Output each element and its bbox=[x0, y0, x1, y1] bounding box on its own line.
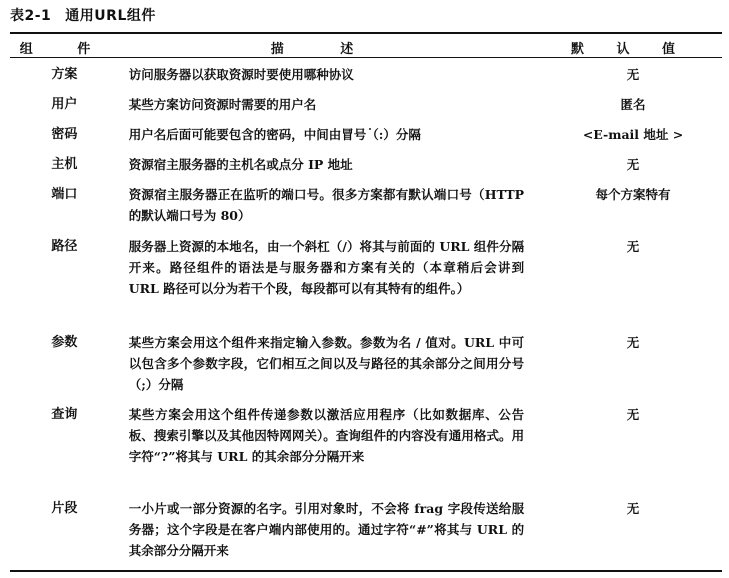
table-row bbox=[10, 404, 722, 467]
table-number: 表2-1 bbox=[10, 8, 52, 24]
component-default: 无 bbox=[626, 239, 640, 254]
header-description: 描 述 bbox=[270, 42, 380, 57]
header-component: 组 件 bbox=[19, 42, 111, 57]
component-name: 片段 bbox=[51, 501, 78, 516]
component-default: 无 bbox=[626, 157, 640, 172]
component-default: 无 bbox=[626, 335, 640, 350]
table-row bbox=[10, 184, 722, 226]
table-caption bbox=[10, 5, 156, 25]
header-default: 默 认 值 bbox=[570, 42, 690, 57]
component-description: 服务器上资源的本地名，由一个斜杠（/）将其与前面的 URL 组件分隔开来。路径组件的语法是与服务器和方案有关的（本章稍后会讲到 URL 路径可以分为若干个段，每段都可以有其特有的组件。） bbox=[128, 239, 525, 296]
component-default: 无 bbox=[626, 501, 640, 516]
table-row bbox=[10, 332, 722, 395]
component-name: 端口 bbox=[51, 187, 78, 202]
bottom-rule bbox=[10, 570, 722, 572]
component-description: 一小片或一部分资源的名字。引用对象时，不会将 frag 字段传送给服务器；这个字段是在客户端内部使用的。通过字符“#”将其与 URL 的其余部分分隔开来 bbox=[128, 501, 525, 558]
component-name: 用户 bbox=[51, 97, 78, 112]
top-rule bbox=[10, 32, 722, 34]
component-name: 查询 bbox=[51, 407, 78, 422]
component-name: 方案 bbox=[51, 67, 78, 82]
component-name: 参数 bbox=[51, 335, 78, 350]
header-rule bbox=[10, 57, 722, 58]
component-description: 资源宿主服务器正在监听的端口号。很多方案都有默认端口号（HTTP 的默认端口号为 80） bbox=[128, 187, 525, 223]
component-default: 无 bbox=[626, 407, 640, 422]
table-title: 通用URL组件 bbox=[65, 8, 156, 24]
component-default: 匿名 bbox=[620, 97, 646, 112]
component-name: 密码 bbox=[51, 127, 78, 142]
component-default: 每个方案特有 bbox=[595, 187, 671, 202]
table-row bbox=[10, 124, 722, 145]
component-description: 访问服务器以获取资源时要使用哪种协议 bbox=[128, 67, 354, 82]
table-row bbox=[10, 154, 722, 175]
component-description: 用户名后面可能要包含的密码，中间由冒号（:）分隔 bbox=[128, 127, 421, 142]
table-row bbox=[10, 236, 722, 299]
component-description: 某些方案访问资源时需要的用户名 bbox=[128, 97, 317, 112]
component-description: 某些方案会用这个组件传递参数以激活应用程序（比如数据库、公告板、搜索引擎以及其他因特网网关）。查询组件的内容没有通用格式。用字符“?”将其与 URL 的其余部分分隔开来 bbox=[128, 407, 525, 464]
component-description: 资源宿主服务器的主机名或点分 IP 地址 bbox=[128, 157, 353, 172]
component-name: 路径 bbox=[51, 239, 78, 254]
table-row bbox=[10, 94, 722, 115]
component-name: 主机 bbox=[51, 157, 78, 172]
component-description: 某些方案会用这个组件来指定输入参数。参数为名 / 值对。URL 中可以包含多个参数字段，它们相互之间以及与路径的其余部分之间用分号（;）分隔 bbox=[128, 335, 525, 392]
component-default: <E-mail 地址 > bbox=[582, 127, 684, 142]
component-default: 无 bbox=[626, 67, 640, 82]
table-row bbox=[10, 64, 722, 85]
table-row bbox=[10, 498, 722, 561]
